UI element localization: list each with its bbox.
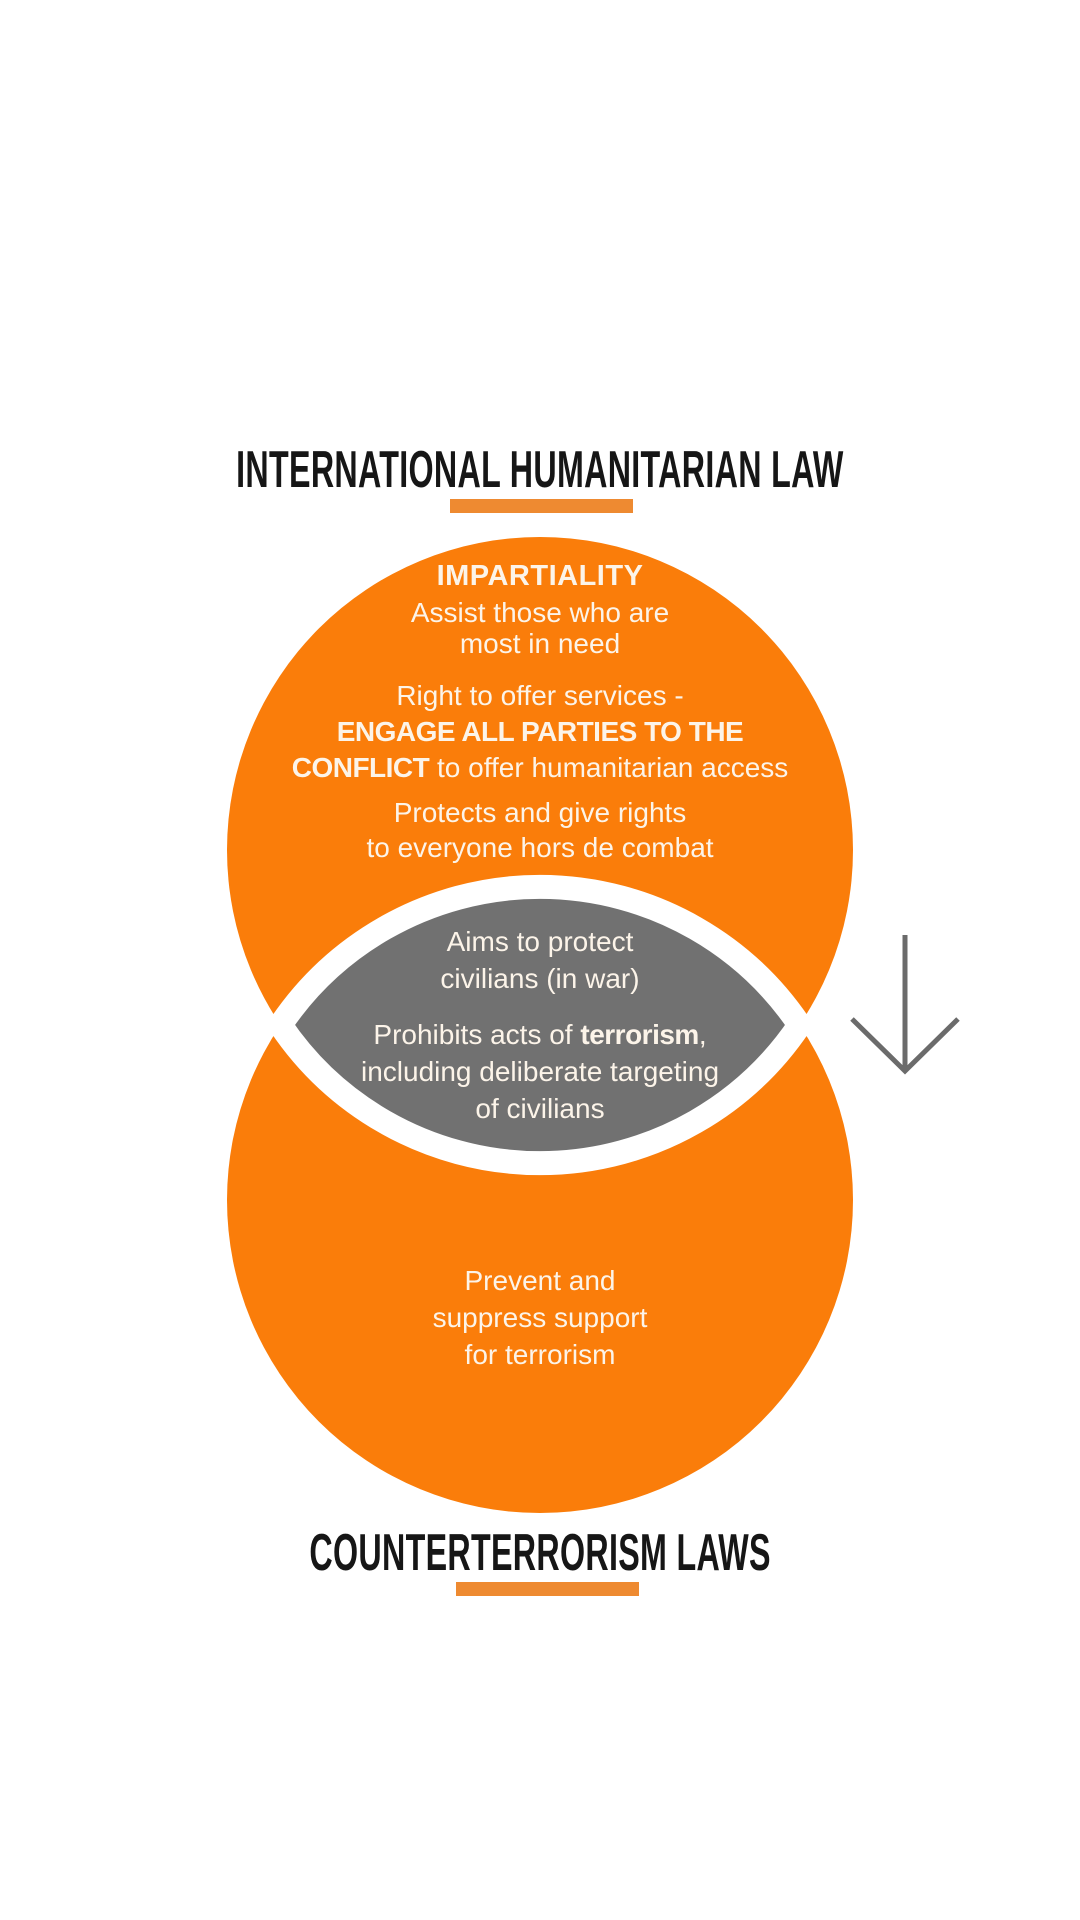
aims-line-1: Aims to protect: [446, 926, 634, 957]
overlap-prohibits-paragraph: [140, 1016, 940, 1127]
ihl-title-text: INTERNATIONAL HUMANITARIAN LAW: [236, 441, 844, 499]
prohibits-line-1: Prohibits acts of terrorism,: [373, 1019, 707, 1050]
services-line-2: ENGAGE ALL PARTIES TO THE: [336, 716, 744, 747]
services-line-3: CONFLICT to offer humanitarian access: [291, 752, 789, 783]
prohibits-line-2: including deliberate targeting: [360, 1056, 720, 1087]
services-line-1: Right to offer services -: [396, 680, 684, 711]
services-paragraph: [140, 678, 940, 786]
assist-line-2: most in need: [459, 628, 621, 659]
overlap-aims-paragraph: [140, 923, 940, 997]
aims-line-2: civilians (in war): [440, 963, 640, 994]
assist-paragraph: [140, 597, 940, 659]
counterterrorism-title: [0, 1525, 1080, 1581]
protects-paragraph: [140, 795, 940, 865]
ihl-title-underline: [450, 499, 633, 513]
prevent-paragraph: [140, 1262, 940, 1373]
prohibits-line-3: of civilians: [475, 1093, 605, 1124]
prevent-line-3: for terrorism: [464, 1339, 616, 1370]
protects-line-1: Protects and give rights: [393, 797, 687, 828]
ihl-title: [0, 442, 1080, 498]
protects-line-2: to everyone hors de combat: [366, 832, 714, 863]
prevent-line-1: Prevent and: [464, 1265, 616, 1296]
counterterrorism-title-text: COUNTERTERRORISM LAWS: [309, 1524, 771, 1582]
assist-line-1: Assist those who are: [410, 597, 670, 628]
counterterrorism-title-underline: [456, 1582, 639, 1596]
prevent-line-2: suppress support: [432, 1302, 648, 1333]
impartiality-heading: IMPARTIALITY: [436, 560, 644, 592]
